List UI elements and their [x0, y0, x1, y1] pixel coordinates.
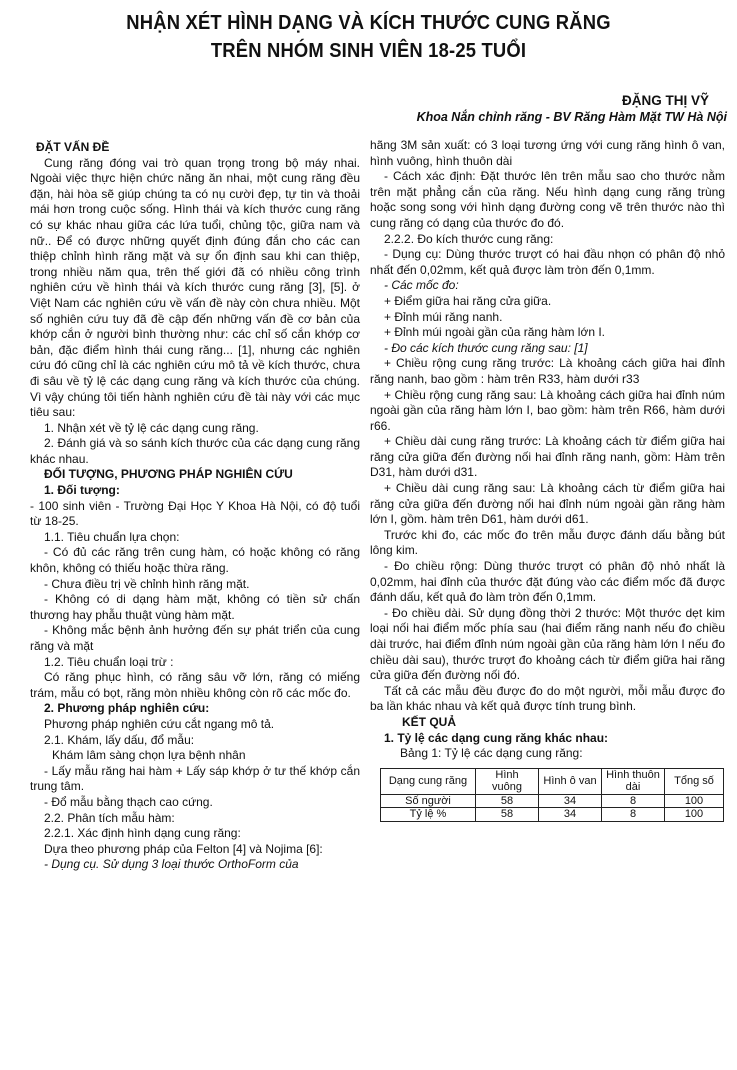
length-measure: - Đo chiều dài. Sử dụng đồng thời 2 thước: Một thước dẹt kim loại nối hai điểm mốc phía sau (hai điểm răng nanh nếu đo chiều dài trước, hai điểm đỉnh núm ngoài gần của răng hàm lớn I nếu đo chiều dài sau), thước trượt đo khoảng cách từ điểm giữa hai răng cửa giữa đến đường nối đó.	[370, 605, 725, 683]
method-step-2-2: 2.2. Phân tích mẫu hàm:	[44, 810, 175, 825]
inclusion-2: - Chưa điều trị về chỉnh hình răng mặt.	[44, 576, 250, 591]
author-affiliation: Khoa Nắn chỉnh răng - BV Răng Hàm Mặt TW Hà Nội	[416, 110, 727, 124]
method-text: Phương pháp nghiên cứu cắt ngang mô tả.	[44, 716, 275, 731]
method-cast: - Đổ mẫu bằng thạch cao cứng.	[44, 794, 213, 809]
table-header-row	[381, 768, 724, 794]
results-subheading: 1. Tỷ lệ các dạng cung răng khác nhau:	[384, 730, 609, 745]
table-cell: 58	[476, 808, 539, 822]
objective-1: 1. Nhận xét về tỷ lệ các dạng cung răng.	[44, 420, 259, 435]
paper-title-line-1: NHẬN XÉT HÌNH DẠNG VÀ KÍCH THƯỚC CUNG RĂNG	[126, 12, 611, 34]
dimension-posterior-width: + Chiều rộng cung răng sau: Là khoảng cách giữa hai đỉnh núm ngoài gần của răng hàm lớn I, bao gồm: hàm trên R66, hàm dưới r66.	[370, 387, 725, 433]
method-exam: Khám lâm sàng chọn lựa bệnh nhân	[52, 748, 246, 763]
exclusion-text: Có răng phục hình, có răng sâu vỡ lớn, răng có miếng trám, mẫu có bọt, răng mòn nhiều không còn rõ các mốc đo.	[30, 670, 360, 700]
landmark-1: + Điểm giữa hai răng cửa giữa.	[384, 293, 552, 308]
method-felton: Dựa theo phương pháp của Felton [4] và Nojima [6]:	[44, 841, 323, 856]
table-cell: 8	[602, 808, 665, 822]
method-tools: - Dụng cụ. Sử dụng 3 loại thước OrthoForm của	[44, 857, 299, 872]
width-measure: - Đo chiều rộng: Dùng thước trượt có phân độ nhỏ nhất là 0,02mm, hai đỉnh của thước đặt đúng vào các điểm mốc đã được đánh dấu, kết quả đo làm tròn đến 0,1mm.	[370, 559, 725, 605]
table-header-cell: Tổng số	[665, 768, 724, 794]
subsection-subjects: 1. Đối tượng:	[44, 483, 120, 498]
table-header-cell: Hình vuông	[476, 768, 539, 794]
inclusion-1: - Có đủ các răng trên cung hàm, có hoặc không có răng khôn, không có thiếu hoặc thừa răng.	[30, 545, 360, 576]
determine-method: - Cách xác định: Đặt thước lên trên mẫu sao cho thước nằm trên mặt phẳng cắn của răng. Nếu hình dạng cung răng trùng hoặc song song với hình dạng đường cong vẽ trên thước nào thì cung răng có dạng của thước đo đó.	[370, 169, 725, 230]
tools-continued: hãng 3M sản xuất: có 3 loại tương ứng với cung răng hình ô van, hình vuông, hình thuôn dài	[370, 138, 725, 168]
right-column	[370, 138, 725, 822]
table-row	[381, 808, 724, 822]
landmarks-heading: - Các mốc đo:	[384, 278, 459, 293]
inclusion-3: - Không có di dạng hàm mặt, không có tiền sử chấn thương hay phẫu thuật vùng hàm mặt.	[30, 592, 360, 622]
landmark-3: + Đỉnh múi ngoài gần của răng hàm lớn I.	[384, 325, 605, 340]
left-column	[30, 140, 360, 873]
author-name: ĐẶNG THỊ VỸ	[621, 93, 709, 108]
intro-paragraph: Cung răng đóng vai trò quan trọng trong bộ máy nhai. Ngoài việc thực hiện chức năng ăn nhai, một cung răng đều đặn, hài hòa sẽ giúp chúng ta có nụ cười đẹp, tự tin và thoải mái hơn trong cuộc sống. Hình thái và kích thước cung răng có sự khác nhau giữa các lứa tuổi, chủng tộc, giữa nam và nữ.. Để có được những quyết định đúng đắn cho các can thiệp chỉnh hình răng mặt và sự ổn định sau khi can thiệp, trong nhiều năm qua, trên thế giới đã có nhiều công trình nghiên cứu về hình thái và kích thước cung răng [3], [5]. ở Việt Nam các nghiên cứu về vấn đề này còn chưa nhiều. Một số nghiên cứu tuy đã đề cập đến những vấn đề cơ bản của khớp cắn ở người bình thường như: các chỉ số cắn khớp cơ bản, đặc điểm hình thái cung răng... [1], nhưng các nghiên cứu đó cũng chỉ là các nghiên cứu mô tả về kích thước, chưa đi sâu về tỷ lệ các dạng cung răng và kích thước của chúng. Vì vậy chúng tôi tiến hành nghiên cứu đề tài này với các mục tiêu sau:	[30, 155, 360, 420]
repeat-measure: Tất cả các mẫu đều được đo do một người, mỗi mẫu được đo ba lần khác nhau và kết quả được tính trung bình.	[370, 683, 725, 714]
dimension-anterior-width: + Chiều rộng cung răng trước: Là khoảng cách giữa hai đỉnh răng nanh, bao gồm : hàm trên R33, hàm dưới r33	[370, 356, 725, 386]
method-impression: - Lấy mẫu răng hai hàm + Lấy sáp khớp ở tư thế khớp cắn trung tâm.	[30, 763, 360, 794]
table-cell: 8	[602, 794, 665, 808]
dimension-anterior-length: + Chiều dài cung răng trước: Là khoảng cách từ điểm giữa hai răng cửa giữa đến đường nối hai đỉnh răng nanh, gồm: Hàm trên D31, hàm dưới d31.	[370, 434, 725, 480]
table-header-cell: Hình ô van	[539, 768, 602, 794]
table-cell: Số người	[381, 794, 476, 808]
paper-title-line-2: TRÊN NHÓM SINH VIÊN 18-25 TUỔI	[210, 40, 527, 62]
section-heading-results: KẾT QUẢ	[402, 714, 456, 729]
method-step-2-1: 2.1. Khám, lấy dấu, đổ mẫu:	[44, 732, 195, 747]
measure-heading: 2.2.2. Đo kích thước cung răng:	[384, 231, 554, 246]
exclusion-heading: 1.2. Tiêu chuẩn loại trừ :	[44, 654, 174, 669]
dimensions-heading: - Đo các kích thước cung răng sau: [1]	[384, 340, 588, 355]
objective-2: 2. Đánh giá và so sánh kích thước của các dạng cung răng khác nhau.	[30, 436, 360, 466]
section-heading-methods: ĐỐI TƯỢNG, PHƯƠNG PHÁP NGHIÊN CỨU	[44, 467, 293, 482]
section-heading-intro: ĐẶT VẤN ĐỀ	[36, 140, 110, 154]
method-step-2-2-1: 2.2.1. Xác định hình dạng cung răng:	[44, 826, 241, 841]
inclusion-4: - Không mắc bệnh ảnh hưởng đến sự phát triển của cung răng và mặt	[30, 623, 360, 653]
table-cell: 58	[476, 794, 539, 808]
measure-tools: - Dụng cụ: Dùng thước trượt có hai đầu nhọn có phân độ nhỏ nhất đến 0,02mm, kết quả được làm tròn đến 0,1mm.	[370, 247, 725, 277]
arch-form-table	[380, 768, 724, 822]
marking-text: Trước khi đo, các mốc đo trên mẫu được đánh dấu bằng bút lông kim.	[370, 527, 725, 558]
subjects-text: - 100 sinh viên - Trường Đại Học Y Khoa Hà Nội, có độ tuổi từ 18-25.	[30, 498, 360, 529]
subsection-method: 2. Phương pháp nghiên cứu:	[44, 701, 210, 716]
inclusion-heading: 1.1. Tiêu chuẩn lựa chọn:	[44, 529, 180, 544]
table-cell: 100	[665, 808, 724, 822]
table-header-cell: Dạng cung răng	[381, 768, 476, 794]
dimension-posterior-length: + Chiều dài cung răng sau: Là khoảng cách từ điểm giữa hai răng cửa giữa đến đường nối hai đỉnh núm ngoài gần răng hàm lớn I, gồm. hàm trên D61, hàm dưới d61.	[370, 481, 725, 527]
landmark-2: + Đỉnh múi răng nanh.	[384, 309, 503, 324]
table-cell: Tỷ lệ %	[381, 808, 476, 822]
table-cell: 34	[539, 808, 602, 822]
table-row	[381, 794, 724, 808]
table-cell: 34	[539, 794, 602, 808]
table-caption: Bảng 1: Tỷ lệ các dạng cung răng:	[400, 746, 583, 761]
table-cell: 100	[665, 794, 724, 808]
table-header-cell: Hình thuôn dài	[602, 768, 665, 794]
